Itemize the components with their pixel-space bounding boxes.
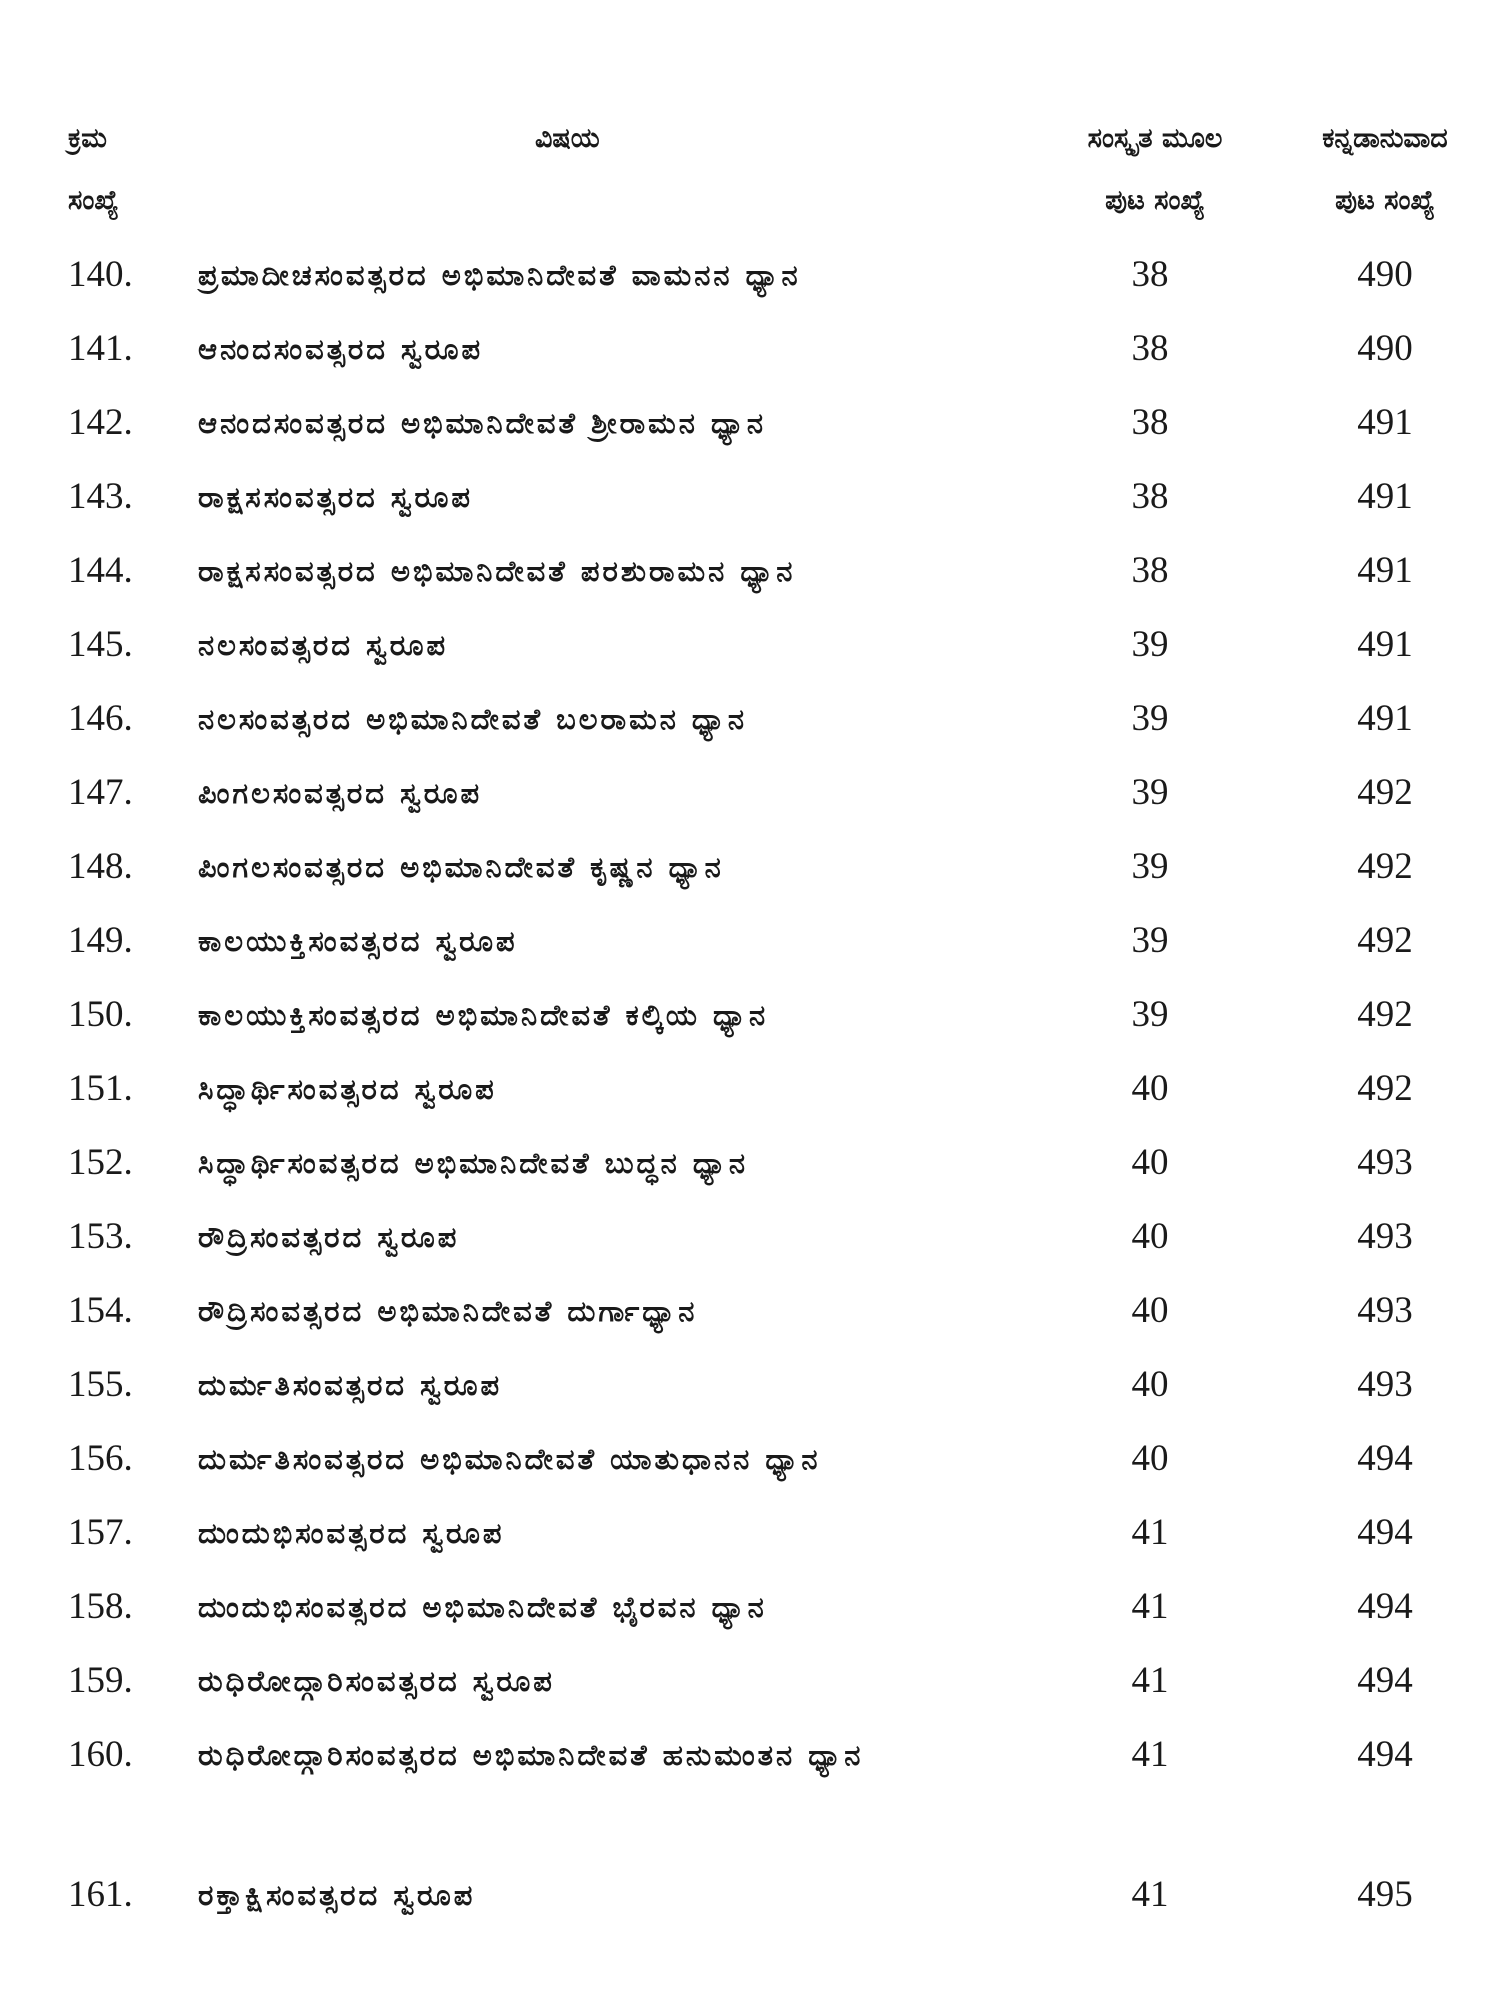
sanskrit-page: 40 [1131,1068,1169,1109]
sanskrit-page: 38 [1131,402,1169,443]
serial-number: 157. [68,1512,133,1553]
table-row [0,1722,1500,1862]
subject-text: ಸಿದ್ಧಾರ್ಥಿಸಂವತ್ಸರದ ಅಭಿಮಾನಿದೇವತೆ ಬುದ್ಧನ ಧ್ಯಾನ [198,1146,748,1180]
kannada-page: 494 [1357,1512,1413,1553]
subject-text: ನಲಸಂವತ್ಸರದ ಸ್ವರೂಪ [198,628,449,662]
sanskrit-page: 39 [1131,698,1169,739]
sanskrit-page: 39 [1131,846,1169,887]
serial-number: 152. [68,1142,133,1183]
table-row [0,1056,1500,1130]
table-row [0,316,1500,390]
serial-number: 141. [68,328,133,369]
kannada-page: 492 [1357,920,1413,961]
kannada-page: 491 [1357,698,1413,739]
kannada-page: 493 [1357,1142,1413,1183]
sanskrit-page: 40 [1131,1438,1169,1479]
sanskrit-page: 39 [1131,772,1169,813]
table-row [0,760,1500,834]
table-row [0,464,1500,538]
sanskrit-page: 40 [1131,1142,1169,1183]
table-row [0,538,1500,612]
serial-number: 149. [68,920,133,961]
sanskrit-page: 41 [1131,1734,1169,1775]
table-header [0,108,1500,238]
subject-text: ಆನಂದಸಂವತ್ಸರದ ಅಭಿಮಾನಿದೇವತೆ ಶ್ರೀರಾಮನ ಧ್ಯಾನ [198,406,767,440]
table-row [0,1648,1500,1722]
subject-text: ರುಧಿರೋದ್ಗಾರಿಸಂವತ್ಸರದ ಸ್ವರೂಪ [198,1664,555,1698]
sanskrit-page: 41 [1131,1874,1169,1915]
kannada-page: 494 [1357,1734,1413,1775]
header-kannada-line2: ಪುಟ ಸಂಖ್ಯೆ [1335,185,1435,216]
serial-number: 155. [68,1364,133,1405]
kannada-page: 493 [1357,1364,1413,1405]
serial-number: 160. [68,1734,133,1775]
sanskrit-page: 39 [1131,994,1169,1035]
subject-text: ಪಿಂಗಲಸಂವತ್ಸರದ ಅಭಿಮಾನಿದೇವತೆ ಕೃಷ್ಣನ ಧ್ಯಾನ [198,850,724,884]
serial-number: 148. [68,846,133,887]
table-row [0,686,1500,760]
header-subject: ವಿಷಯ [535,123,600,154]
kannada-page: 491 [1357,476,1413,517]
serial-number: 159. [68,1660,133,1701]
header-serial-line2: ಸಂಖ್ಯೆ [68,185,119,216]
table-row [0,1130,1500,1204]
subject-text: ದುರ್ಮತಿಸಂವತ್ಸರದ ಅಭಿಮಾನಿದೇವತೆ ಯಾತುಧಾನನ ಧ್ಯಾನ [198,1442,821,1476]
sanskrit-page: 39 [1131,920,1169,961]
table-row [0,612,1500,686]
serial-number: 161. [68,1874,133,1915]
subject-text: ಕಾಲಯುಕ್ತಿಸಂವತ್ಸರದ ಅಭಿಮಾನಿದೇವತೆ ಕಲ್ಕಿಯ ಧ್ಯಾನ [198,998,769,1032]
kannada-page: 492 [1357,772,1413,813]
sanskrit-page: 40 [1131,1290,1169,1331]
kannada-page: 490 [1357,254,1413,295]
subject-text: ಪಿಂಗಲಸಂವತ್ಸರದ ಸ್ವರೂಪ [198,776,483,810]
kannada-page: 495 [1357,1874,1413,1915]
subject-text: ರೌದ್ರಿಸಂವತ್ಸರದ ಅಭಿಮಾನಿದೇವತೆ ದುರ್ಗಾಧ್ಯಾನ [198,1294,698,1328]
header-kannada-line1: ಕನ್ನಡಾನುವಾದ [1322,123,1448,154]
subject-text: ನಲಸಂವತ್ಸರದ ಅಭಿಮಾನಿದೇವತೆ ಬಲರಾಮನ ಧ್ಯಾನ [198,702,748,736]
subject-text: ಕಾಲಯುಕ್ತಿಸಂವತ್ಸರದ ಸ್ವರೂಪ [198,924,518,958]
kannada-page: 493 [1357,1290,1413,1331]
table-row [0,834,1500,908]
serial-number: 145. [68,624,133,665]
kannada-page: 491 [1357,402,1413,443]
kannada-page: 492 [1357,1068,1413,1109]
table-row [0,242,1500,316]
table-row [0,390,1500,464]
sanskrit-page: 41 [1131,1660,1169,1701]
table-row [0,982,1500,1056]
serial-number: 143. [68,476,133,517]
subject-text: ರುಧಿರೋದ್ಗಾರಿಸಂವತ್ಸರದ ಅಭಿಮಾನಿದೇವತೆ ಹನುಮಂತನ ಧ್ಯಾನ [198,1738,864,1772]
kannada-page: 494 [1357,1586,1413,1627]
serial-number: 147. [68,772,133,813]
sanskrit-page: 38 [1131,254,1169,295]
kannada-page: 492 [1357,994,1413,1035]
subject-text: ಸಿದ್ಧಾರ್ಥಿಸಂವತ್ಸರದ ಸ್ವರೂಪ [198,1072,497,1106]
sanskrit-page: 41 [1131,1586,1169,1627]
sanskrit-page: 40 [1131,1364,1169,1405]
header-serial-line1: ಕ್ರಮ [68,123,107,154]
sanskrit-page: 39 [1131,624,1169,665]
subject-text: ರಕ್ತಾಕ್ಷಿಸಂವತ್ಸರದ ಸ್ವರೂಪ [198,1878,476,1912]
table-row [0,1574,1500,1648]
serial-number: 153. [68,1216,133,1257]
serial-number: 146. [68,698,133,739]
table-body [0,242,1500,1936]
table-row [0,1426,1500,1500]
serial-number: 151. [68,1068,133,1109]
serial-number: 142. [68,402,133,443]
subject-text: ದುರ್ಮತಿಸಂವತ್ಸರದ ಸ್ವರೂಪ [198,1368,503,1402]
kannada-page: 491 [1357,624,1413,665]
subject-text: ರಾಕ್ಷಸಸಂವತ್ಸರದ ಸ್ವರೂಪ [198,480,473,514]
header-sanskrit-line2: ಪುಟ ಸಂಖ್ಯೆ [1105,185,1205,216]
serial-number: 158. [68,1586,133,1627]
table-row [0,1862,1500,1936]
kannada-page: 493 [1357,1216,1413,1257]
kannada-page: 492 [1357,846,1413,887]
subject-text: ದುಂದುಭಿಸಂವತ್ಸರದ ಸ್ವರೂಪ [198,1516,505,1550]
kannada-page: 491 [1357,550,1413,591]
sanskrit-page: 38 [1131,328,1169,369]
table-row [0,1352,1500,1426]
table-row [0,1278,1500,1352]
kannada-page: 494 [1357,1438,1413,1479]
subject-text: ದುಂದುಭಿಸಂವತ್ಸರದ ಅಭಿಮಾನಿದೇವತೆ ಭೈರವನ ಧ್ಯಾನ [198,1590,767,1624]
sanskrit-page: 38 [1131,550,1169,591]
subject-text: ರಾಕ್ಷಸಸಂವತ್ಸರದ ಅಭಿಮಾನಿದೇವತೆ ಪರಶುರಾಮನ ಧ್ಯಾನ [198,554,796,588]
serial-number: 150. [68,994,133,1035]
table-row [0,1500,1500,1574]
header-sanskrit-line1: ಸಂಸ್ಕೃತ ಮೂಲ [1087,123,1223,154]
serial-number: 154. [68,1290,133,1331]
sanskrit-page: 40 [1131,1216,1169,1257]
subject-text: ಆನಂದಸಂವತ್ಸರದ ಸ್ವರೂಪ [198,332,484,366]
sanskrit-page: 41 [1131,1512,1169,1553]
kannada-page: 494 [1357,1660,1413,1701]
serial-number: 144. [68,550,133,591]
subject-text: ರೌದ್ರಿಸಂವತ್ಸರದ ಸ್ವರೂಪ [198,1220,460,1254]
serial-number: 140. [68,254,133,295]
table-row [0,908,1500,982]
serial-number: 156. [68,1438,133,1479]
subject-text: ಪ್ರಮಾದೀಚಸಂವತ್ಸರದ ಅಭಿಮಾನಿದೇವತೆ ವಾಮನನ ಧ್ಯಾನ [198,258,801,292]
sanskrit-page: 38 [1131,476,1169,517]
kannada-page: 490 [1357,328,1413,369]
table-row [0,1204,1500,1278]
